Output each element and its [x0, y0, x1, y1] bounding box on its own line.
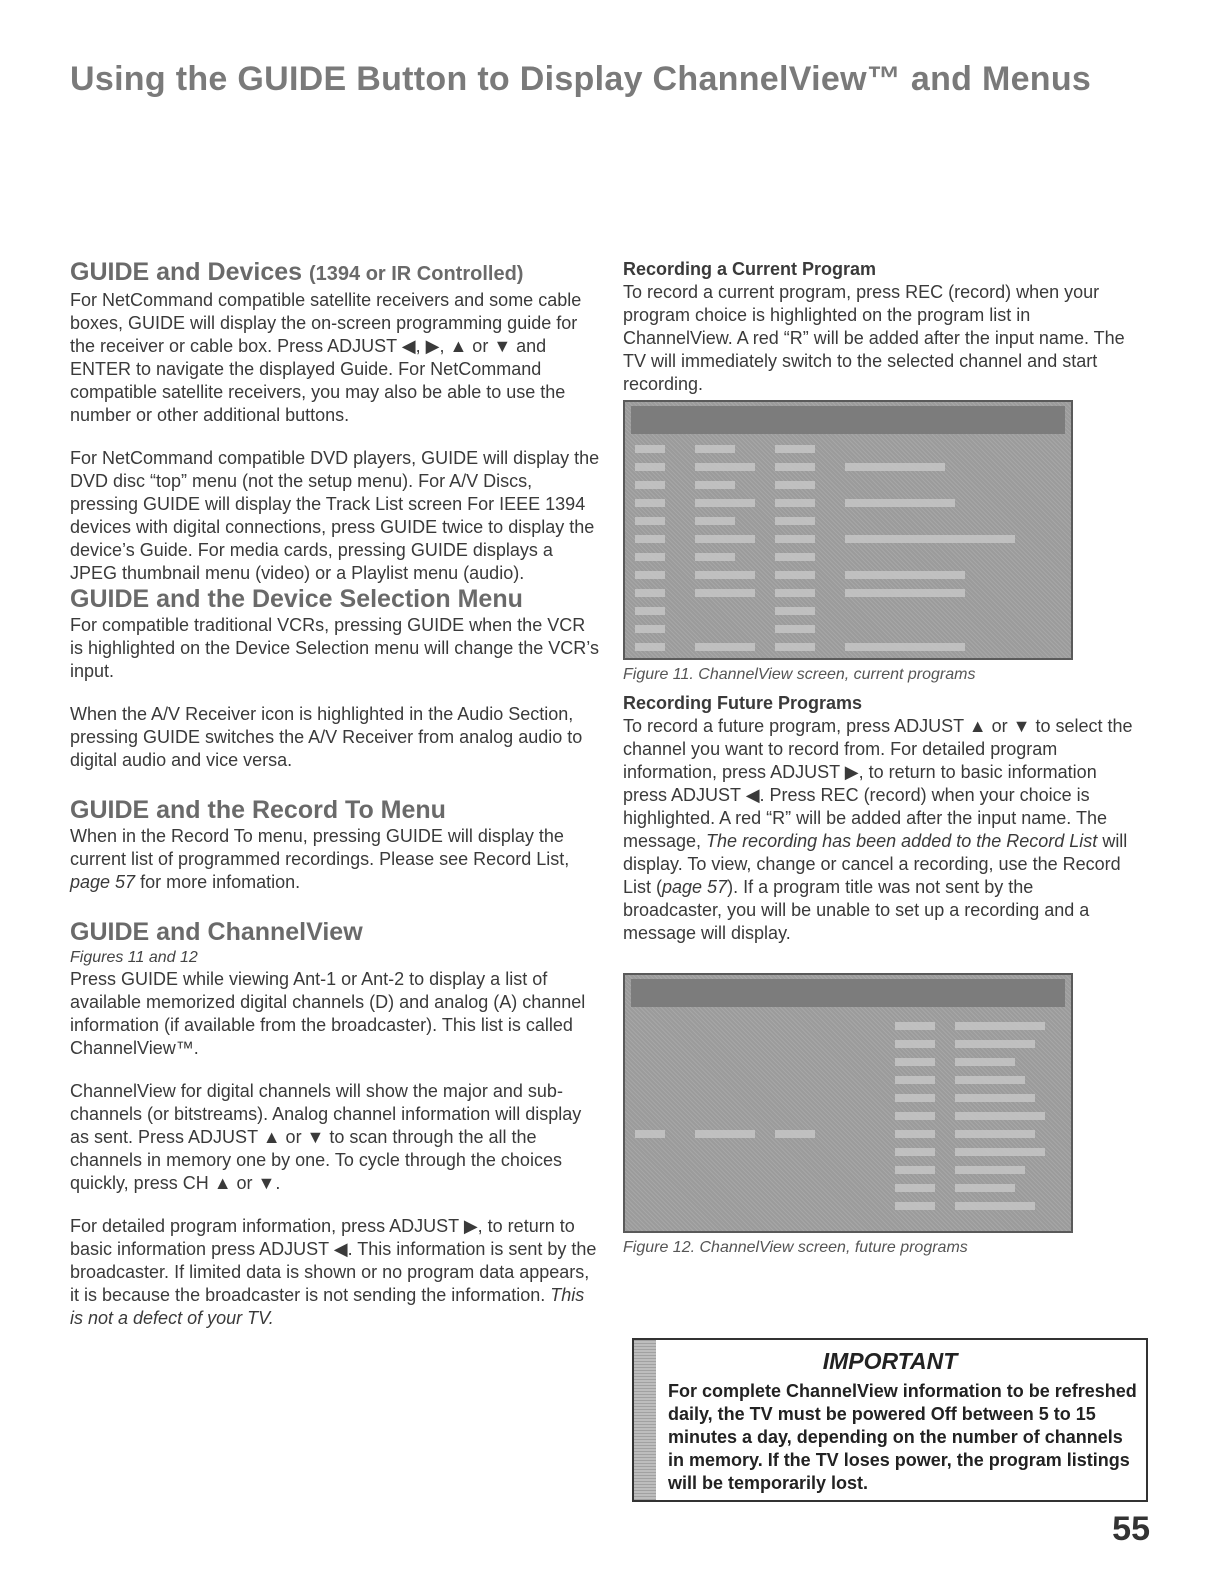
important-body: For complete ChannelView information to be refreshed daily, the TV must be powered Off between 5 to 15 minutes a day, depending on the number of channels in memory. If the TV loses power, the program listings will be temporarily lost.	[668, 1381, 1137, 1493]
figure-11-caption: Figure 11. ChannelView screen, current programs	[623, 666, 976, 683]
left-column	[70, 258, 600, 1330]
figure-12-caption: Figure 12. ChannelView screen, future programs	[623, 1239, 968, 1256]
page-number: 55	[1112, 1510, 1150, 1548]
page-title: Using the GUIDE Button to Display ChannelView™ and Menus	[70, 60, 1092, 98]
devices-paragraph-2: For NetCommand compatible DVD players, GUIDE will display the DVD disc “top” menu (not the setup menu). For A/V Discs, pressing GUIDE will display the Track List screen For IEEE 1394 devices with digital connections, press GUIDE twice to display the device’s Guide. For media cards, pressing GUIDE displays a JPEG thumbnail menu (video) or a Playlist menu (audio).	[70, 448, 600, 583]
recording-future-heading: Recording Future Programs	[623, 693, 863, 713]
device-selection-heading: GUIDE and the Device Selection Menu	[70, 585, 523, 613]
right-column	[623, 258, 1133, 1265]
record-to-heading: GUIDE and the Record To Menu	[70, 796, 446, 824]
channelview-paragraph-2: ChannelView for digital channels will show the major and sub-channels (or bitstreams). Analog channel information will display as sent. Press ADJUST ▲ or ▼ to scan through the all the channels in memory one by one. To cycle through the choices quickly, press CH ▲ or ▼.	[70, 1081, 582, 1193]
recording-future-paragraph: To record a future program, press ADJUST ▲ or ▼ to select the channel you want to record from. For detailed program information, press ADJUST ▶, to return to basic information press ADJUST ◀. Press REC (record) when your choice is highlighted. A red “R” will be added after the input name. The message, The recording has been added to the Record List will display. To view, change or cancel a recording, use the Record List (page 57). If a program title was not sent by the broadcaster, you will be unable to set up a recording and a message will display.	[623, 716, 1133, 943]
recording-current-paragraph: To record a current program, press REC (record) when your program choice is highlighted on the program list in ChannelView. A red “R” will be added after the input name. The TV will immediately switch to the selected channel and start recording.	[623, 282, 1125, 394]
important-notice	[632, 1338, 1148, 1502]
device-selection-paragraph-2: When the A/V Receiver icon is highlighted in the Audio Section, pressing GUIDE switches the A/V Receiver from analog audio to digital audio and vice versa.	[70, 704, 583, 770]
channelview-paragraph-1: Press GUIDE while viewing Ant-1 or Ant-2 to display a list of available memorized digital channels (D) and analog (A) channel information (if available from the broadcaster). This list is called ChannelView™.	[70, 969, 586, 1058]
channelview-heading: GUIDE and ChannelView	[70, 918, 363, 946]
devices-heading: GUIDE and Devices (1394 or IR Controlled)	[70, 258, 524, 286]
figure-12-screen	[623, 973, 1073, 1233]
recording-current-heading: Recording a Current Program	[623, 259, 877, 279]
channelview-paragraph-3: For detailed program information, press ADJUST ▶, to return to basic information press ADJUST ◀. This information is sent by the broadcaster. If limited data is shown or no program data appears, it is because the broadcaster is not sending the information. This is not a defect of your TV.	[70, 1216, 597, 1328]
device-selection-paragraph-1: For compatible traditional VCRs, pressing GUIDE when the VCR is highlighted on the Device Selection menu will change the VCR’s input.	[70, 615, 599, 681]
devices-paragraph-1: For NetCommand compatible satellite receivers and some cable boxes, GUIDE will display the on-screen programming guide for the receiver or cable box. Press ADJUST ◀, ▶, ▲ or ▼ and ENTER to navigate the displayed Guide. For NetCommand compatible satellite receivers, you may also be able to use the number or other additional buttons.	[70, 290, 582, 425]
figure-11-screen	[623, 400, 1073, 660]
channelview-figures-ref: Figures 11 and 12	[70, 949, 198, 966]
record-to-paragraph: When in the Record To menu, pressing GUIDE will display the current list of programmed recordings. Please see Record List, page 57 for more infomation.	[70, 826, 570, 892]
important-heading: IMPORTANT	[822, 1348, 958, 1374]
